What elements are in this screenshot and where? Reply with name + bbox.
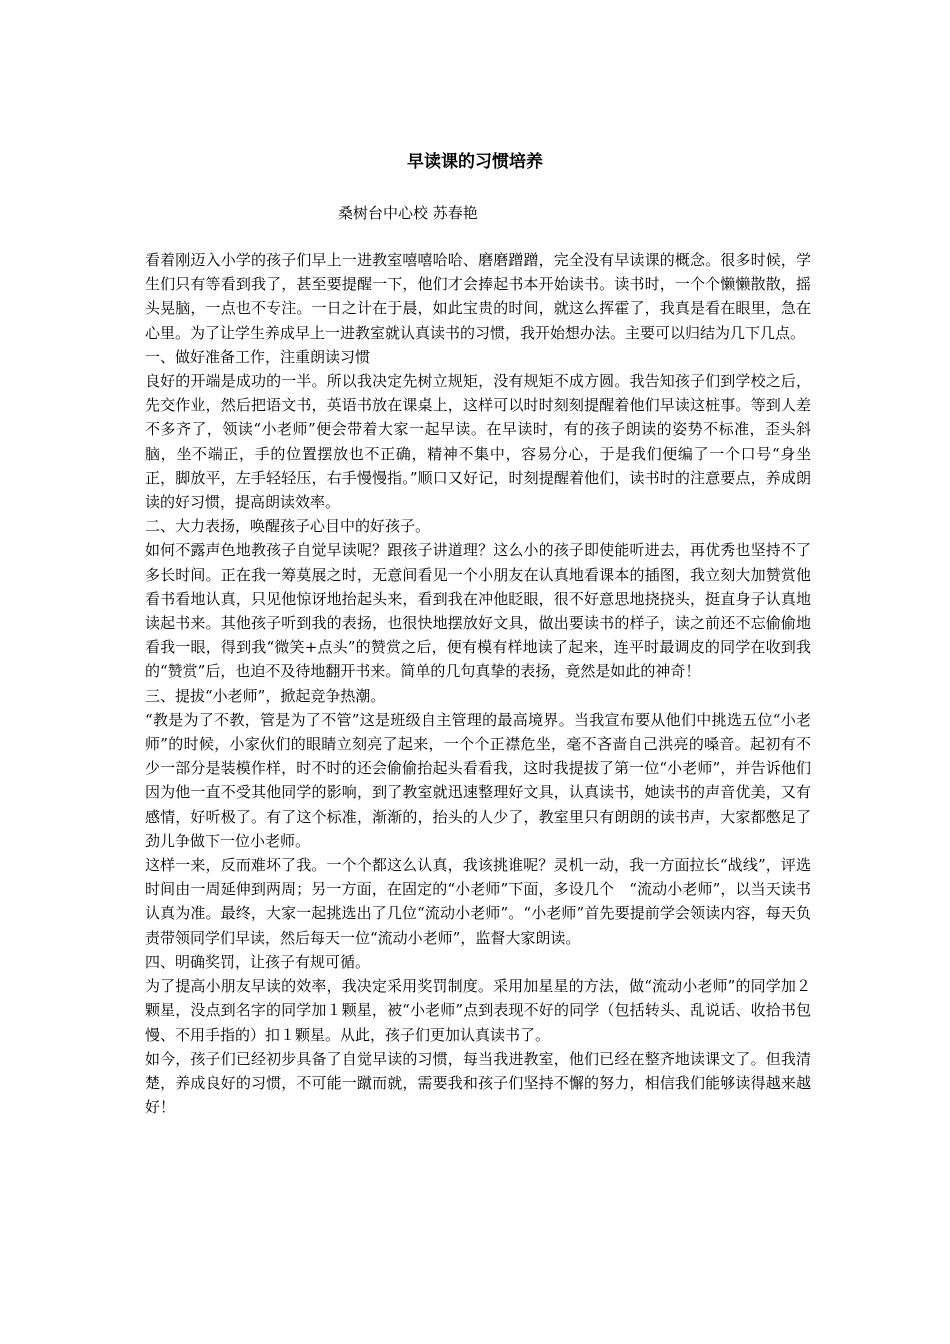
- section-heading-3: 三、提拔“小老师”，掀起竞争热潮。: [145, 686, 386, 705]
- paragraph-intro: 看着刚迈入小学的孩子们早上一进教室嘻嘻哈哈、磨磨蹭蹭，完全没有早读课的概念。很多时候，学生们只有等看到我了，甚至要提醒一下，他们才会捧起书本开始读书。读书时，一个个懒懒散散，摇头晃脑，一点也不专注。一日之计在于晨，如此宝贵的时间，就这么挥霍了，我真是看在眼里，急在心里。为了让学生养成早上一进教室就认真读书的习惯，我开始想办法。主要可以归结为几下几点。: [145, 251, 811, 342]
- paragraph-conclusion: 如今，孩子们已经初步具备了自觉早读的习惯，每当我进教室，他们已经在整齐地读课文了。但我清楚，养成良好的习惯，不可能一蹴而就，需要我和孩子们坚持不懈的努力，相信我们能够读得越来越好！: [145, 1049, 811, 1117]
- document-title: 早读课的习惯培养: [407, 152, 543, 172]
- paragraph-section-1: 良好的开端是成功的一半。所以我决定先树立规矩，没有规矩不成方圆。我告知孩子们到学校之后，先交作业，然后把语文书，英语书放在课桌上，这样可以时时刻刻提醒着他们早读这桩事。等到人差不多齐了，领读“小老师”便会带着大家一起早读。在早读时，有的孩子朗读的姿势不标准，歪头斜脑，坐不端正，手的位置摆放也不正确，精神不集中，容易分心，于是我们便编了一个口号“身坐正，脚放平，左手轻轻压，右手慢慢指。”顺口又好记，时刻提醒着他们，读书时的注意要点，养成朗读的好习惯，提高朗读效率。: [145, 372, 811, 512]
- paragraph-section-2: 如何不露声色地教孩子自觉早读呢？跟孩子讲道理？这么小的孩子即使能听进去，再优秀也坚持不了多长时间。正在我一筹莫展之时，无意间看见一个小朋友在认真地看课本的插图，我立刻大加赞赏他看书看地认真，只见他惊讶地抬起头来，看到我在冲他眨眼，很不好意思地挠挠头，挺直身子认真地读起书来。其他孩子听到我的表扬，也很快地摆放好文具，做出要读书的样子，读之前还不忘偷偷地看我一眼，得到我“微笑+点头”的赞赏之后，便有模有样地读了起来，连平时最调皮的同学在收到我的“赞赏”后，也迫不及待地翻开书来。简单的几句真挚的表扬，竟然是如此的神奇！: [145, 541, 811, 681]
- paragraph-section-4: 为了提高小朋友早读的效率，我决定采用奖罚制度。采用加星星的方法，做“流动小老师”的同学加２颗星，没点到名字的同学加１颗星，被“小老师”点到表现不好的同学（包括转头、乱说话、收拾书包慢、不用手指的）扣１颗星。从此，孩子们更加认真读书了。: [145, 977, 811, 1044]
- section-heading-2: 二、大力表扬，唤醒孩子心目中的好孩子。: [145, 517, 431, 536]
- section-heading-1: 一、做好准备工作，注重朗读习惯: [145, 347, 371, 366]
- paragraph-section-3a: “教是为了不教，管是为了不管”这是班级自主管理的最高境界。当我宣布要从他们中挑选五位“小老师”的时候，小家伙们的眼睛立刻亮了起来，一个个正襟危坐，毫不吝啬自己洪亮的嗓音。起初有不少一部分是装模作样，时不时的还会偷偷抬起头看看我，这时我提拔了第一位“小老师”，并告诉他们因为他一直不受其他同学的影响，到了教室就迅速整理好文具，认真读书，她读书的声音优美，又有感情，好听极了。有了这个标准，渐渐的，抬头的人少了，教室里只有朗朗的读书声，大家都憋足了劲儿争做下一位小老师。: [145, 710, 811, 850]
- section-heading-4: 四、明确奖罚，让孩子有规可循。: [145, 952, 371, 971]
- document-author: 桑树台中心校 苏春艳: [338, 204, 478, 222]
- paragraph-section-3b: 这样一来，反而难坏了我。一个个都这么认真，我该挑谁呢？灵机一动，我一方面拉长“战线”，评选时间由一周延伸到两周；另一方面，在固定的“小老师”下面，多设几个 “流动小老师”，以当天读书认真为准。最终，大家一起挑选出了几位“流动小老师”。“小老师”首先要提前学会领读内容，每天负责带领同学们早读，然后每天一位“流动小老师”，监督大家朗读。: [145, 856, 811, 947]
- document-body: [145, 248, 811, 1119]
